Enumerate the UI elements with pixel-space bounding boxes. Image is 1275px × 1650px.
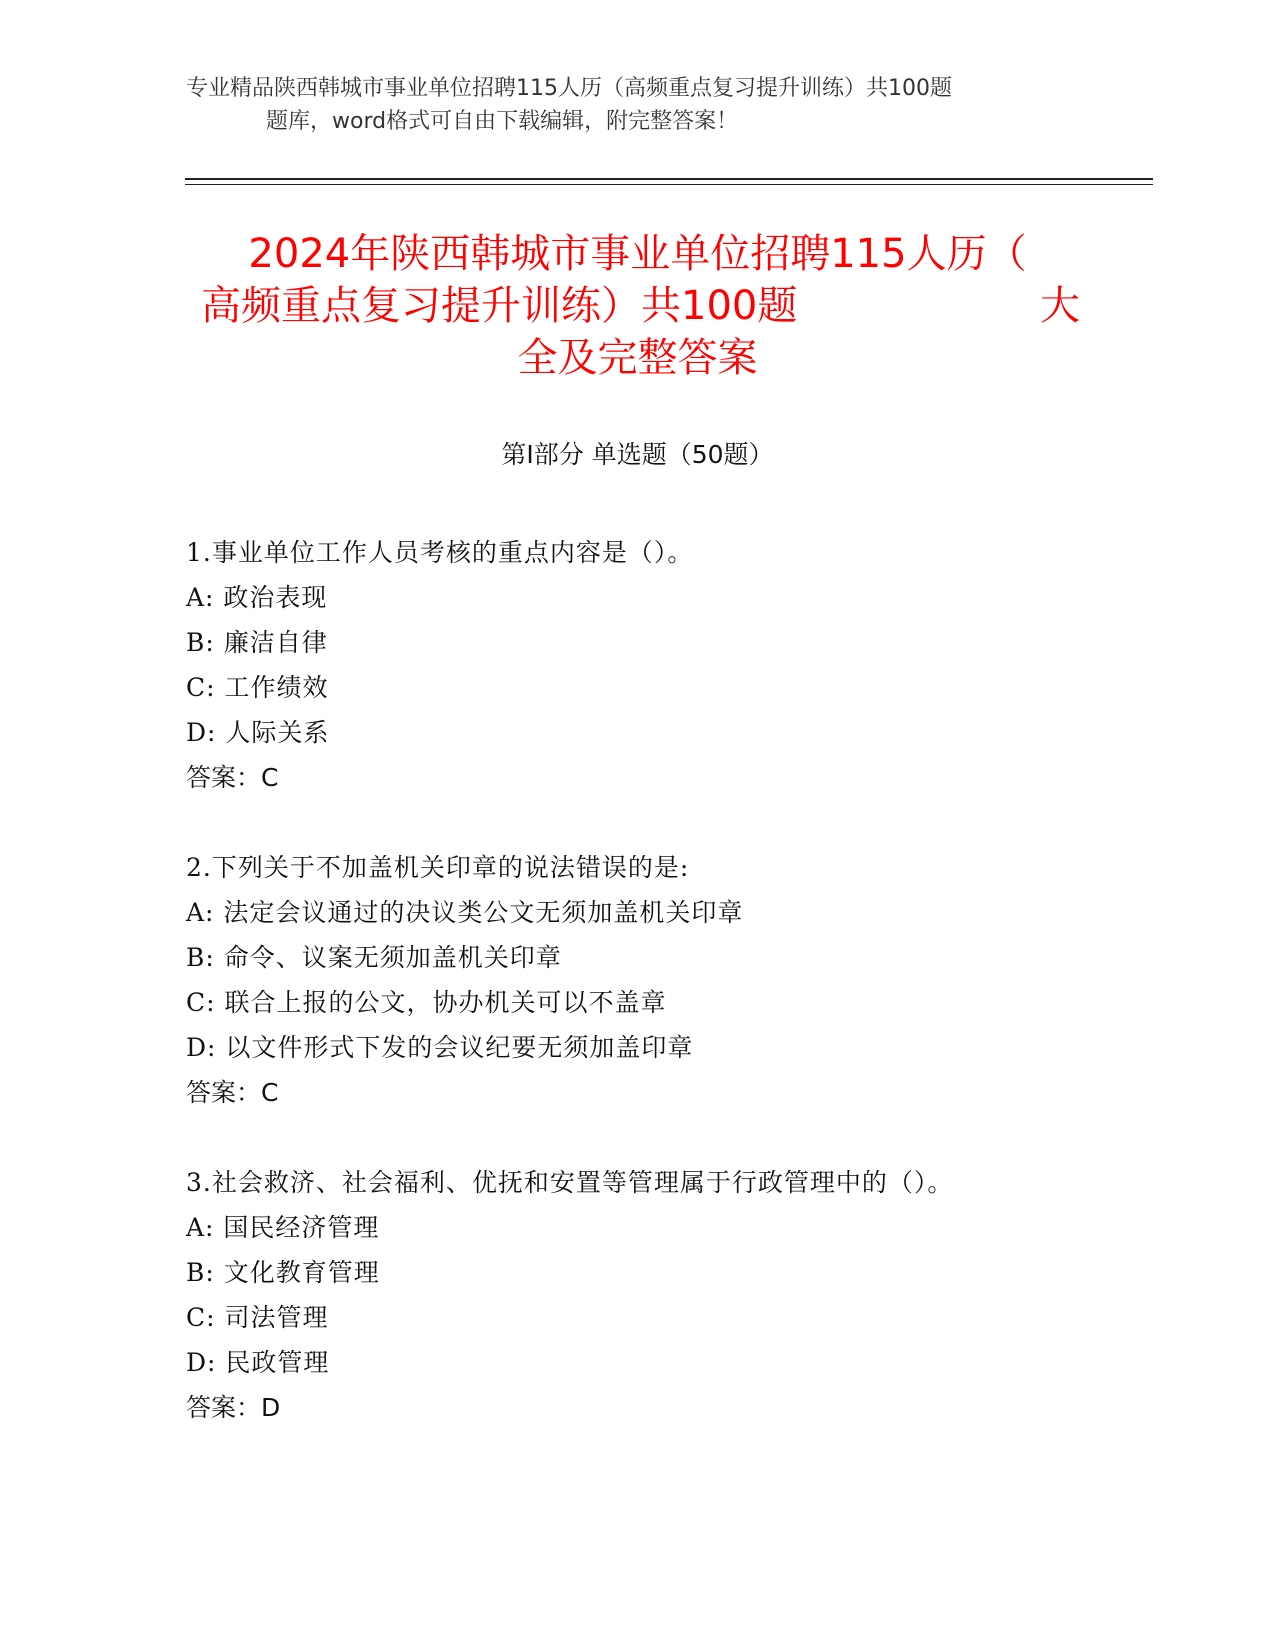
question-stem: 1.事业单位工作人员考核的重点内容是（）。 <box>186 538 694 567</box>
answer-line: 答案：D <box>186 1393 281 1422</box>
option-d: D: 人际关系 <box>186 718 330 747</box>
title-line-2-right: 大 <box>1040 283 1080 329</box>
question-stem: 2.下列关于不加盖机关印章的说法错误的是: <box>186 853 690 882</box>
option-b: B: 廉洁自律 <box>186 628 328 657</box>
option-d: D: 民政管理 <box>186 1348 330 1377</box>
header-note-line-2: 题库，word格式可自由下载编辑，附完整答案！ <box>266 109 739 134</box>
option-a: A: 法定会议通过的决议类公文无须加盖机关印章 <box>186 898 744 927</box>
header-divider-thick <box>185 178 1153 180</box>
option-b: B: 文化教育管理 <box>186 1258 380 1287</box>
option-b: B: 命令、议案无须加盖机关印章 <box>186 943 562 972</box>
header-note-line-1: 专业精品陕西韩城市事业单位招聘115人历（高频重点复习提升训练）共100题 <box>186 76 952 101</box>
question-stem: 3.社会救济、社会福利、优抚和安置等管理属于行政管理中的（）。 <box>186 1168 954 1197</box>
option-a: A: 政治表现 <box>186 583 328 612</box>
document-header-note <box>186 72 1066 138</box>
option-c: C: 工作绩效 <box>186 673 329 702</box>
document-title <box>185 228 1090 384</box>
title-line-2-left: 高频重点复习提升训练）共100题 <box>201 283 798 329</box>
question-item-2 <box>186 845 1146 1115</box>
title-line-1: 2024年陕西韩城市事业单位招聘115人历（ <box>248 231 1027 277</box>
option-a: A: 国民经济管理 <box>186 1213 380 1242</box>
question-item-1 <box>186 530 1146 800</box>
title-line-3: 全及完整答案 <box>517 335 758 381</box>
answer-line: 答案：C <box>186 1078 279 1107</box>
section-heading: 第Ⅰ部分 单选题（50题） <box>501 440 774 469</box>
title-line-2 <box>185 280 1090 332</box>
option-c: C: 司法管理 <box>186 1303 329 1332</box>
option-c: C: 联合上报的公文，协办机关可以不盖章 <box>186 988 667 1017</box>
question-list <box>186 530 1146 1475</box>
question-item-3 <box>186 1160 1146 1430</box>
header-divider-thin <box>185 184 1153 185</box>
answer-line: 答案：C <box>186 763 279 792</box>
option-d: D: 以文件形式下发的会议纪要无须加盖印章 <box>186 1033 694 1062</box>
